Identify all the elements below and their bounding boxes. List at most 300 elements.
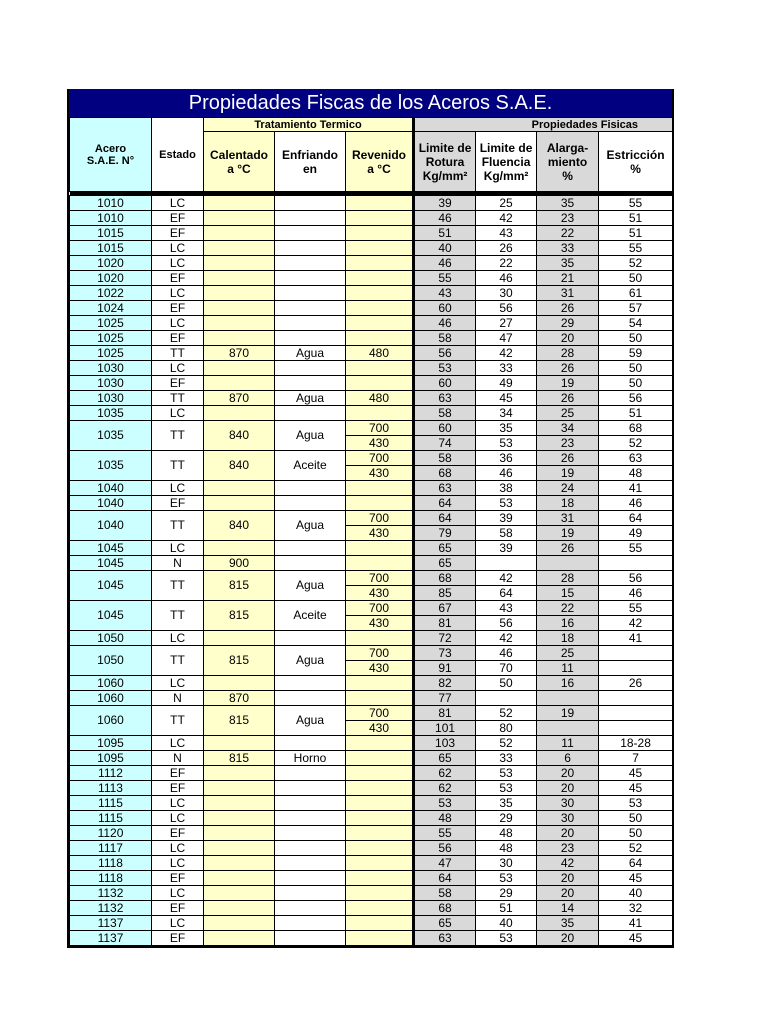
cell-estriccion: 49 xyxy=(599,526,673,541)
cell-fluencia: 52 xyxy=(476,706,537,721)
cell-estado: LC xyxy=(152,736,204,751)
table-row xyxy=(70,451,673,466)
cell-revenido xyxy=(346,631,414,646)
cell-revenido: 480 xyxy=(346,391,414,406)
cell-acero: 1010 xyxy=(70,196,152,211)
cell-estado: LC xyxy=(152,481,204,496)
cell-rotura: 63 xyxy=(414,931,476,946)
cell-enfriando xyxy=(275,481,346,496)
cell-revenido xyxy=(346,556,414,571)
cell-estado: LC xyxy=(152,256,204,271)
cell-rotura: 53 xyxy=(414,796,476,811)
cell-revenido xyxy=(346,331,414,346)
cell-estriccion xyxy=(599,721,673,736)
cell-fluencia: 30 xyxy=(476,856,537,871)
cell-fluencia: 33 xyxy=(476,751,537,766)
cell-calentado xyxy=(204,376,275,391)
cell-estado: LC xyxy=(152,406,204,421)
cell-fluencia: 70 xyxy=(476,661,537,676)
steel-table xyxy=(69,117,673,946)
cell-acero: 1022 xyxy=(70,286,152,301)
cell-calentado xyxy=(204,841,275,856)
cell-enfriando xyxy=(275,886,346,901)
cell-estado: LC xyxy=(152,631,204,646)
cell-estado: N xyxy=(152,556,204,571)
cell-acero: 1060 xyxy=(70,676,152,691)
cell-rotura: 47 xyxy=(414,856,476,871)
cell-revenido xyxy=(346,751,414,766)
cell-enfriando xyxy=(275,856,346,871)
table-row xyxy=(70,781,673,796)
table-row xyxy=(70,211,673,226)
table-row xyxy=(70,676,673,691)
cell-alargamiento: 30 xyxy=(537,811,599,826)
cell-rotura: 64 xyxy=(414,871,476,886)
cell-enfriando: Agua xyxy=(275,421,346,451)
cell-revenido: 430 xyxy=(346,586,414,601)
table-row xyxy=(70,901,673,916)
cell-calentado xyxy=(204,736,275,751)
cell-fluencia: 56 xyxy=(476,301,537,316)
cell-alargamiento: 20 xyxy=(537,781,599,796)
cell-calentado: 870 xyxy=(204,391,275,406)
cell-fluencia: 51 xyxy=(476,901,537,916)
cell-acero: 1137 xyxy=(70,916,152,931)
cell-rotura: 77 xyxy=(414,691,476,706)
cell-alargamiento: 22 xyxy=(537,601,599,616)
table-row xyxy=(70,931,673,946)
cell-calentado xyxy=(204,241,275,256)
cell-rotura: 58 xyxy=(414,451,476,466)
cell-alargamiento: 20 xyxy=(537,886,599,901)
cell-enfriando xyxy=(275,496,346,511)
cell-calentado: 900 xyxy=(204,556,275,571)
cell-estriccion: 55 xyxy=(599,196,673,211)
cell-acero: 1040 xyxy=(70,481,152,496)
cell-estado: EF xyxy=(152,301,204,316)
cell-estriccion: 64 xyxy=(599,856,673,871)
cell-rotura: 67 xyxy=(414,601,476,616)
cell-alargamiento: 26 xyxy=(537,361,599,376)
cell-fluencia: 42 xyxy=(476,346,537,361)
cell-estriccion xyxy=(599,556,673,571)
cell-estriccion: 51 xyxy=(599,211,673,226)
cell-enfriando xyxy=(275,736,346,751)
cell-revenido: 430 xyxy=(346,466,414,481)
cell-revenido xyxy=(346,736,414,751)
cell-revenido xyxy=(346,226,414,241)
cell-estriccion: 40 xyxy=(599,886,673,901)
cell-acero: 1024 xyxy=(70,301,152,316)
cell-revenido xyxy=(346,856,414,871)
cell-acero: 1137 xyxy=(70,931,152,946)
cell-rotura: 56 xyxy=(414,841,476,856)
cell-estriccion xyxy=(599,706,673,721)
cell-acero: 1050 xyxy=(70,631,152,646)
cell-fluencia: 39 xyxy=(476,541,537,556)
cell-enfriando xyxy=(275,406,346,421)
cell-alargamiento: 19 xyxy=(537,466,599,481)
cell-acero: 1117 xyxy=(70,841,152,856)
cell-estriccion: 50 xyxy=(599,361,673,376)
cell-calentado xyxy=(204,481,275,496)
header-revenido: Revenido a °C xyxy=(346,132,414,192)
cell-acero: 1045 xyxy=(70,601,152,631)
cell-rotura: 81 xyxy=(414,616,476,631)
table-row xyxy=(70,871,673,886)
cell-estado: TT xyxy=(152,451,204,481)
table-row xyxy=(70,391,673,406)
cell-acero: 1015 xyxy=(70,226,152,241)
cell-estriccion: 50 xyxy=(599,271,673,286)
cell-fluencia: 25 xyxy=(476,196,537,211)
cell-alargamiento: 31 xyxy=(537,286,599,301)
cell-acero: 1040 xyxy=(70,511,152,541)
cell-enfriando: Aceite xyxy=(275,451,346,481)
table-row xyxy=(70,331,673,346)
cell-calentado xyxy=(204,856,275,871)
cell-acero: 1132 xyxy=(70,886,152,901)
table-row xyxy=(70,481,673,496)
cell-calentado xyxy=(204,931,275,946)
cell-estado: TT xyxy=(152,511,204,541)
cell-rotura: 58 xyxy=(414,886,476,901)
cell-calentado: 840 xyxy=(204,451,275,481)
cell-revenido xyxy=(346,931,414,946)
cell-rotura: 74 xyxy=(414,436,476,451)
cell-estriccion: 50 xyxy=(599,331,673,346)
cell-alargamiento: 18 xyxy=(537,496,599,511)
cell-acero: 1035 xyxy=(70,451,152,481)
cell-acero: 1045 xyxy=(70,541,152,556)
cell-calentado: 840 xyxy=(204,421,275,451)
cell-rotura: 101 xyxy=(414,721,476,736)
cell-revenido xyxy=(346,241,414,256)
cell-alargamiento: 22 xyxy=(537,226,599,241)
cell-enfriando xyxy=(275,541,346,556)
cell-rotura: 55 xyxy=(414,271,476,286)
cell-alargamiento: 23 xyxy=(537,841,599,856)
cell-estado: LC xyxy=(152,541,204,556)
cell-rotura: 68 xyxy=(414,571,476,586)
cell-alargamiento xyxy=(537,721,599,736)
cell-fluencia: 53 xyxy=(476,496,537,511)
cell-estriccion: 51 xyxy=(599,406,673,421)
cell-estriccion: 68 xyxy=(599,421,673,436)
cell-revenido xyxy=(346,541,414,556)
cell-revenido: 700 xyxy=(346,451,414,466)
cell-alargamiento: 16 xyxy=(537,676,599,691)
cell-acero: 1020 xyxy=(70,271,152,286)
cell-revenido xyxy=(346,871,414,886)
cell-estado: TT xyxy=(152,346,204,361)
cell-revenido xyxy=(346,766,414,781)
cell-enfriando xyxy=(275,631,346,646)
cell-enfriando xyxy=(275,226,346,241)
cell-rotura: 53 xyxy=(414,361,476,376)
cell-estado: EF xyxy=(152,766,204,781)
table-row xyxy=(70,556,673,571)
cell-enfriando xyxy=(275,286,346,301)
header-rotura: Limite de Rotura Kg/mm² xyxy=(414,132,476,192)
cell-estriccion xyxy=(599,646,673,661)
cell-estriccion: 63 xyxy=(599,451,673,466)
cell-estado: TT xyxy=(152,646,204,676)
cell-estado: EF xyxy=(152,871,204,886)
cell-alargamiento: 25 xyxy=(537,406,599,421)
cell-acero: 1010 xyxy=(70,211,152,226)
cell-acero: 1020 xyxy=(70,256,152,271)
cell-estriccion: 56 xyxy=(599,391,673,406)
cell-rotura: 91 xyxy=(414,661,476,676)
cell-fluencia: 35 xyxy=(476,796,537,811)
cell-fluencia: 39 xyxy=(476,511,537,526)
cell-calentado: 870 xyxy=(204,346,275,361)
cell-rotura: 72 xyxy=(414,631,476,646)
cell-fluencia: 53 xyxy=(476,436,537,451)
header-calentado: Calentado a °C xyxy=(204,132,275,192)
cell-calentado xyxy=(204,496,275,511)
cell-alargamiento: 20 xyxy=(537,871,599,886)
cell-alargamiento: 20 xyxy=(537,931,599,946)
cell-calentado xyxy=(204,331,275,346)
cell-calentado: 815 xyxy=(204,601,275,631)
cell-estriccion: 59 xyxy=(599,346,673,361)
cell-alargamiento: 23 xyxy=(537,211,599,226)
cell-rotura: 79 xyxy=(414,526,476,541)
cell-rotura: 65 xyxy=(414,751,476,766)
cell-fluencia: 52 xyxy=(476,736,537,751)
table-row xyxy=(70,841,673,856)
cell-fluencia: 46 xyxy=(476,646,537,661)
cell-revenido xyxy=(346,781,414,796)
cell-enfriando xyxy=(275,781,346,796)
cell-acero: 1015 xyxy=(70,241,152,256)
cell-calentado: 815 xyxy=(204,751,275,766)
spreadsheet xyxy=(67,89,674,948)
cell-rotura: 46 xyxy=(414,211,476,226)
cell-estado: EF xyxy=(152,931,204,946)
cell-estriccion: 52 xyxy=(599,841,673,856)
cell-calentado xyxy=(204,676,275,691)
cell-fluencia: 42 xyxy=(476,571,537,586)
cell-estado: EF xyxy=(152,826,204,841)
cell-fluencia: 35 xyxy=(476,421,537,436)
cell-estado: LC xyxy=(152,916,204,931)
cell-alargamiento xyxy=(537,691,599,706)
cell-fluencia: 53 xyxy=(476,871,537,886)
cell-fluencia: 22 xyxy=(476,256,537,271)
cell-rotura: 60 xyxy=(414,301,476,316)
table-row xyxy=(70,241,673,256)
cell-rotura: 55 xyxy=(414,826,476,841)
table-row xyxy=(70,271,673,286)
cell-revenido: 700 xyxy=(346,601,414,616)
cell-estriccion: 42 xyxy=(599,616,673,631)
cell-calentado xyxy=(204,886,275,901)
cell-estriccion: 56 xyxy=(599,571,673,586)
cell-rotura: 60 xyxy=(414,376,476,391)
cell-enfriando xyxy=(275,331,346,346)
cell-revenido xyxy=(346,256,414,271)
cell-calentado xyxy=(204,811,275,826)
table-row xyxy=(70,256,673,271)
cell-acero: 1035 xyxy=(70,421,152,451)
cell-alargamiento: 19 xyxy=(537,706,599,721)
cell-fluencia: 45 xyxy=(476,391,537,406)
cell-alargamiento: 35 xyxy=(537,196,599,211)
cell-calentado: 815 xyxy=(204,646,275,676)
cell-enfriando: Agua xyxy=(275,706,346,736)
table-row xyxy=(70,646,673,661)
cell-alargamiento: 15 xyxy=(537,586,599,601)
cell-revenido xyxy=(346,361,414,376)
cell-enfriando xyxy=(275,676,346,691)
cell-fluencia: 27 xyxy=(476,316,537,331)
cell-alargamiento: 11 xyxy=(537,661,599,676)
cell-rotura: 65 xyxy=(414,556,476,571)
cell-estriccion: 41 xyxy=(599,916,673,931)
cell-alargamiento: 26 xyxy=(537,541,599,556)
cell-alargamiento: 26 xyxy=(537,451,599,466)
cell-acero: 1112 xyxy=(70,766,152,781)
cell-revenido xyxy=(346,301,414,316)
cell-alargamiento xyxy=(537,556,599,571)
cell-revenido: 430 xyxy=(346,526,414,541)
cell-revenido: 430 xyxy=(346,721,414,736)
cell-rotura: 85 xyxy=(414,586,476,601)
cell-acero: 1060 xyxy=(70,691,152,706)
cell-fluencia: 42 xyxy=(476,211,537,226)
cell-estriccion: 46 xyxy=(599,496,673,511)
cell-revenido: 700 xyxy=(346,706,414,721)
cell-rotura: 73 xyxy=(414,646,476,661)
cell-enfriando xyxy=(275,361,346,376)
cell-rotura: 62 xyxy=(414,766,476,781)
table-row xyxy=(70,691,673,706)
cell-enfriando: Agua xyxy=(275,571,346,601)
cell-alargamiento: 26 xyxy=(537,301,599,316)
table-row xyxy=(70,406,673,421)
table-row xyxy=(70,421,673,436)
cell-fluencia: 26 xyxy=(476,241,537,256)
cell-rotura: 64 xyxy=(414,496,476,511)
cell-alargamiento: 20 xyxy=(537,331,599,346)
cell-alargamiento: 35 xyxy=(537,916,599,931)
cell-alargamiento: 18 xyxy=(537,631,599,646)
cell-rotura: 103 xyxy=(414,736,476,751)
cell-alargamiento: 35 xyxy=(537,256,599,271)
cell-fluencia: 53 xyxy=(476,931,537,946)
cell-estado: LC xyxy=(152,286,204,301)
cell-estriccion: 45 xyxy=(599,931,673,946)
cell-calentado: 870 xyxy=(204,691,275,706)
cell-enfriando: Agua xyxy=(275,511,346,541)
cell-enfriando xyxy=(275,376,346,391)
cell-estriccion: 32 xyxy=(599,901,673,916)
cell-rotura: 65 xyxy=(414,916,476,931)
cell-calentado xyxy=(204,916,275,931)
cell-calentado xyxy=(204,226,275,241)
table-row xyxy=(70,736,673,751)
cell-acero: 1035 xyxy=(70,406,152,421)
cell-estriccion: 45 xyxy=(599,871,673,886)
cell-estriccion: 61 xyxy=(599,286,673,301)
table-row xyxy=(70,301,673,316)
table-body xyxy=(70,196,673,946)
table-row xyxy=(70,856,673,871)
cell-alargamiento: 16 xyxy=(537,616,599,631)
cell-estado: EF xyxy=(152,211,204,226)
table-row xyxy=(70,361,673,376)
cell-acero: 1095 xyxy=(70,751,152,766)
cell-enfriando xyxy=(275,301,346,316)
cell-revenido xyxy=(346,286,414,301)
cell-estado: LC xyxy=(152,856,204,871)
cell-estriccion: 45 xyxy=(599,781,673,796)
cell-estriccion: 55 xyxy=(599,601,673,616)
cell-fluencia: 64 xyxy=(476,586,537,601)
cell-revenido xyxy=(346,691,414,706)
cell-enfriando: Agua xyxy=(275,346,346,361)
cell-estriccion: 26 xyxy=(599,676,673,691)
cell-fluencia: 48 xyxy=(476,826,537,841)
cell-acero: 1060 xyxy=(70,706,152,736)
cell-fluencia: 29 xyxy=(476,886,537,901)
cell-revenido xyxy=(346,211,414,226)
cell-acero: 1132 xyxy=(70,901,152,916)
cell-alargamiento: 26 xyxy=(537,391,599,406)
cell-estado: EF xyxy=(152,781,204,796)
cell-estado: LC xyxy=(152,196,204,211)
cell-enfriando xyxy=(275,811,346,826)
cell-fluencia: 29 xyxy=(476,811,537,826)
table-row xyxy=(70,601,673,616)
cell-estriccion: 53 xyxy=(599,796,673,811)
cell-fluencia: 36 xyxy=(476,451,537,466)
cell-rotura: 58 xyxy=(414,406,476,421)
cell-enfriando: Horno xyxy=(275,751,346,766)
cell-enfriando xyxy=(275,826,346,841)
cell-calentado xyxy=(204,286,275,301)
cell-fluencia: 46 xyxy=(476,466,537,481)
cell-alargamiento: 21 xyxy=(537,271,599,286)
cell-revenido xyxy=(346,811,414,826)
cell-enfriando xyxy=(275,556,346,571)
cell-calentado xyxy=(204,541,275,556)
header-estado: Estado xyxy=(152,118,204,192)
cell-estado: EF xyxy=(152,901,204,916)
cell-enfriando xyxy=(275,766,346,781)
cell-revenido xyxy=(346,916,414,931)
cell-enfriando: Agua xyxy=(275,391,346,406)
cell-calentado xyxy=(204,871,275,886)
cell-calentado xyxy=(204,406,275,421)
cell-revenido xyxy=(346,796,414,811)
cell-estriccion: 50 xyxy=(599,376,673,391)
cell-calentado xyxy=(204,631,275,646)
cell-acero: 1025 xyxy=(70,346,152,361)
cell-acero: 1045 xyxy=(70,571,152,601)
cell-alargamiento: 25 xyxy=(537,646,599,661)
cell-fluencia: 53 xyxy=(476,781,537,796)
cell-revenido xyxy=(346,316,414,331)
cell-estado: EF xyxy=(152,496,204,511)
cell-enfriando xyxy=(275,916,346,931)
cell-rotura: 82 xyxy=(414,676,476,691)
cell-revenido xyxy=(346,676,414,691)
cell-alargamiento: 29 xyxy=(537,316,599,331)
